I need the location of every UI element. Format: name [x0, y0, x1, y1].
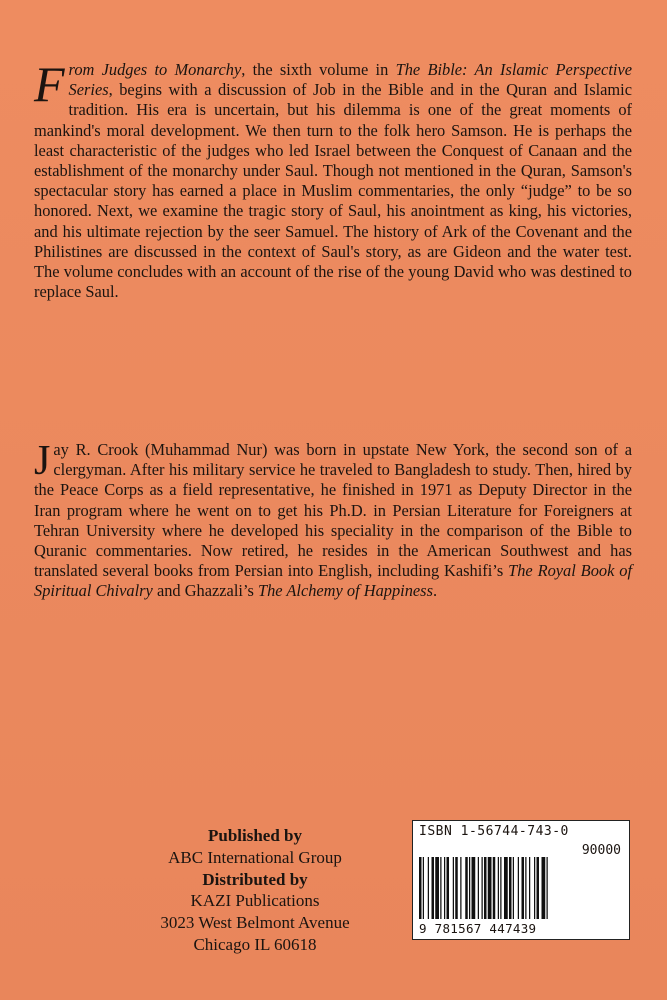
- barcode-bar: [509, 857, 512, 919]
- barcode-bar: [435, 857, 439, 919]
- barcode-bar: [423, 857, 424, 919]
- barcode-bar: [460, 857, 461, 919]
- bio-text: .: [432, 581, 438, 601]
- barcode-bar: [484, 857, 487, 919]
- barcode-bar: [534, 857, 535, 919]
- bio-text: ay R. Crook (Muhammad Nur) was born in upstate New York, the second son of a clergyman. After his military service he traveled to Bangladesh to study. Then, hired by the Peace Corps as a field representative, he finished in 1971 as Deputy Director in the Iran program where he went on to get his Ph.D. in Persian Literature for Foreigners at Tehran University where he developed his speciality in the comparison of the Bible to Quranic commentaries. Now retired, he resides in the American Southwest and has translated several books from Persian into English, including Kashifi’s: [34, 440, 632, 581]
- barcode-bar: [455, 857, 458, 919]
- barcode-bar: [498, 857, 499, 919]
- barcode-bar: [500, 857, 501, 919]
- barcode-bar: [444, 857, 445, 919]
- barcode-bar: [513, 857, 514, 919]
- series-title: The Bible: An Islamic Perspective Series: [68, 60, 632, 100]
- author-bio: [34, 440, 632, 602]
- distributed-by-label: Distributed by: [202, 869, 308, 889]
- publisher-name: ABC International Group: [168, 847, 342, 867]
- barcode-bar: [547, 857, 548, 919]
- barcode-bar: [542, 857, 546, 919]
- barcode-bar: [419, 857, 422, 919]
- drop-cap: J: [34, 438, 51, 484]
- barcode-bar: [518, 857, 519, 919]
- barcode-bar: [522, 857, 525, 919]
- ean-digits: 9 781567 447439: [419, 921, 537, 936]
- barcode-bar: [432, 857, 435, 919]
- barcode-bar: [472, 857, 476, 919]
- price-code: 90000: [581, 843, 621, 858]
- barcode: [412, 820, 630, 940]
- barcode-bar: [525, 857, 526, 919]
- description-text: , begins with a discussion of Job in the Bible and in the Quran and Islamic tradition. His era is uncertain, but his dilemma is one of the great moments of mankind's moral development. We then turn to the folk hero Samson. He is perhaps the least characteristic of the judges who led Israel between the Conquest of Canaan and the establishment of the monarchy under Saul. Though not mentioned in the Quran, Samson's spectacular story has earned a place in Muslim commentaries, the only “judge” to be so honored. Next, we examine the tragic story of Saul, his anointment as king, his victories, and his ultimate rejection by the seer Samuel. The history of Ark of the Covenant and the Philistines are discussed in the context of Saul's story, as are Gideon and the water test. The volume concludes with an account of the rise of the young David who was destined to replace Saul.: [34, 80, 632, 302]
- description-text: , the sixth volume in: [241, 60, 396, 79]
- barcode-bar: [440, 857, 441, 919]
- address-line: 3023 West Belmont Avenue: [160, 913, 350, 933]
- barcode-bars: [419, 857, 625, 923]
- barcode-bar: [428, 857, 429, 919]
- publisher-info: [130, 825, 380, 956]
- barcode-bar: [478, 857, 479, 919]
- barcode-bar: [529, 857, 530, 919]
- barcode-bar: [493, 857, 496, 919]
- distributor-name: KAZI Publications: [190, 891, 320, 911]
- isbn-label: ISBN 1-56744-743-0: [419, 824, 569, 839]
- book-title-royal: The Royal Book of Spiritual Chivalry: [34, 561, 632, 601]
- book-title: rom Judges to Monarchy: [68, 60, 242, 79]
- barcode-bar: [537, 857, 540, 919]
- barcode-bar: [465, 857, 468, 919]
- bio-text: and Ghazzali’s: [152, 581, 258, 601]
- barcode-bar: [504, 857, 508, 919]
- address-line: Chicago IL 60618: [193, 934, 317, 954]
- published-by-label: Published by: [207, 826, 302, 845]
- barcode-bar: [447, 857, 450, 919]
- barcode-bar: [453, 857, 454, 919]
- barcode-bar: [482, 857, 483, 919]
- book-title-alchemy: The Alchemy of Happiness: [257, 581, 433, 601]
- barcode-bar: [488, 857, 492, 919]
- barcode-bar: [469, 857, 470, 919]
- book-description: [34, 56, 632, 302]
- drop-cap: F: [34, 56, 65, 112]
